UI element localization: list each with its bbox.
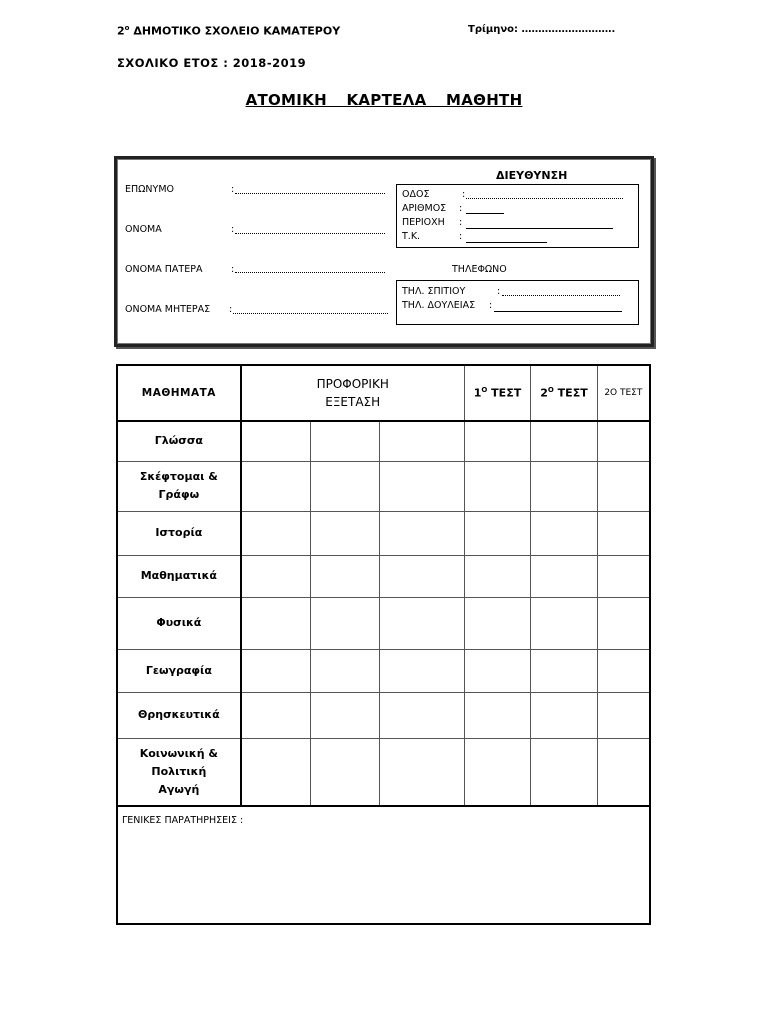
phone-title: ΤΗΛΕΦΩΝΟ — [452, 264, 507, 275]
name-field[interactable] — [235, 233, 385, 234]
grade-cell[interactable] — [241, 692, 310, 738]
area-colon: : — [459, 217, 463, 228]
grade-cell[interactable] — [464, 692, 531, 738]
number-label: ΑΡΙΘΜΟΣ — [402, 203, 447, 214]
number-colon: : — [459, 203, 463, 214]
grade-cell[interactable] — [531, 692, 598, 738]
work-phone-field[interactable] — [494, 311, 622, 312]
grade-cell[interactable] — [597, 421, 650, 461]
grade-cell[interactable] — [379, 692, 464, 738]
address-box — [396, 184, 639, 248]
surname-label: ΕΠΩΝΥΜΟ — [125, 184, 174, 195]
zip-field[interactable] — [466, 242, 547, 243]
grade-cell[interactable] — [310, 461, 379, 511]
grade-cell[interactable] — [241, 511, 310, 555]
grade-cell[interactable] — [464, 511, 531, 555]
area-field[interactable] — [466, 228, 613, 229]
subject-religion: Θρησκευτικά — [117, 692, 241, 738]
table-row — [117, 692, 650, 738]
table-row — [117, 597, 650, 649]
subject-math: Μαθηματικά — [117, 555, 241, 597]
col-oral-exam: ΠΡΟΦΟΡΙΚΗ ΕΞΕΤΑΣΗ — [241, 365, 465, 421]
grade-cell[interactable] — [464, 421, 531, 461]
grade-cell[interactable] — [531, 421, 598, 461]
grade-cell[interactable] — [310, 421, 379, 461]
grade-cell[interactable] — [310, 738, 379, 806]
grade-cell[interactable] — [379, 421, 464, 461]
mother-colon: : — [229, 304, 233, 315]
grade-cell[interactable] — [310, 555, 379, 597]
subject-geography: Γεωγραφία — [117, 649, 241, 692]
grade-cell[interactable] — [379, 738, 464, 806]
grade-cell[interactable] — [531, 461, 598, 511]
grade-cell[interactable] — [597, 597, 650, 649]
table-row — [117, 511, 650, 555]
grade-cell[interactable] — [597, 511, 650, 555]
grade-cell[interactable] — [531, 555, 598, 597]
father-name-field[interactable] — [235, 272, 385, 273]
table-row — [117, 421, 650, 461]
grade-cell[interactable] — [379, 555, 464, 597]
grade-cell[interactable] — [241, 421, 310, 461]
subject-civics: Κοινωνική & Πολιτική Αγωγή — [117, 738, 241, 806]
father-name-label: ΟΝΟΜΑ ΠΑΤΕΡΑ — [125, 264, 203, 275]
grade-cell[interactable] — [597, 555, 650, 597]
home-phone-label: ΤΗΛ. ΣΠΙΤΙΟΥ — [402, 286, 466, 297]
address-title: ΔΙΕΥΘΥΝΣΗ — [496, 169, 568, 182]
name-label: ΟΝΟΜΑ — [125, 224, 162, 235]
grade-cell[interactable] — [310, 597, 379, 649]
grade-cell[interactable] — [597, 738, 650, 806]
surname-colon: : — [231, 184, 235, 195]
grade-cell[interactable] — [464, 649, 531, 692]
area-label: ΠΕΡΙΟΧΗ — [402, 217, 445, 228]
table-row — [117, 649, 650, 692]
header-row — [117, 365, 650, 421]
home-phone-field[interactable] — [502, 295, 620, 296]
zip-label: Τ.Κ. — [402, 231, 421, 242]
grade-cell[interactable] — [464, 597, 531, 649]
work-phone-colon: : — [489, 300, 493, 311]
street-label: ΟΔΟΣ — [402, 189, 430, 200]
table-row — [117, 555, 650, 597]
grade-cell[interactable] — [597, 649, 650, 692]
surname-field[interactable] — [235, 193, 385, 194]
grade-cell[interactable] — [379, 461, 464, 511]
grade-cell[interactable] — [241, 649, 310, 692]
grade-cell[interactable] — [464, 461, 531, 511]
work-phone-label: ΤΗΛ. ΔΟΥΛΕΙΑΣ — [402, 300, 476, 311]
table-row — [117, 461, 650, 511]
name-colon: : — [231, 224, 235, 235]
table-row — [117, 738, 650, 806]
zip-colon: : — [459, 231, 463, 242]
grade-cell[interactable] — [241, 555, 310, 597]
father-colon: : — [231, 264, 235, 275]
subject-history: Ιστορία — [117, 511, 241, 555]
grade-cell[interactable] — [310, 692, 379, 738]
grades-table — [116, 364, 651, 925]
general-remarks-field[interactable]: ΓΕΝΙΚΕΣ ΠΑΡΑΤΗΡΗΣΕΙΣ : — [117, 806, 650, 924]
grade-cell[interactable] — [379, 511, 464, 555]
number-field[interactable] — [466, 213, 504, 214]
school-name: $2^o$ ΔΗΜΟΤΙΚΟ ΣΧΟΛΕΙΟ ΚΑΜΑΤΕΡΟΥ — [117, 24, 341, 38]
remarks-row — [117, 806, 650, 924]
grade-cell[interactable] — [241, 597, 310, 649]
grade-cell[interactable] — [531, 649, 598, 692]
col-subjects: ΜΑΘΗΜΑΤΑ — [117, 365, 241, 421]
grade-cell[interactable] — [531, 597, 598, 649]
grade-cell[interactable] — [597, 461, 650, 511]
grade-cell[interactable] — [310, 649, 379, 692]
mother-name-label: ΟΝΟΜΑ ΜΗΤΕΡΑΣ — [125, 304, 211, 315]
subject-language: Γλώσσα — [117, 421, 241, 461]
school-year: ΣΧΟΛΙΚΟ ΕΤΟΣ : 2018-2019 — [117, 56, 307, 70]
col-test-3: 2Ο ΤΕΣΤ — [597, 365, 650, 421]
street-field[interactable] — [466, 198, 623, 199]
grade-cell[interactable] — [310, 511, 379, 555]
grade-cell[interactable] — [464, 738, 531, 806]
home-phone-colon: : — [497, 286, 501, 297]
grade-cell[interactable] — [597, 692, 650, 738]
grade-cell[interactable] — [379, 649, 464, 692]
col-test-2: $2^O$ ΤΕΣΤ — [531, 365, 598, 421]
col-test-1: $1^O$ ΤΕΣΤ — [464, 365, 531, 421]
grade-cell[interactable] — [464, 555, 531, 597]
grade-cell[interactable] — [241, 738, 310, 806]
street-colon: : — [462, 189, 466, 200]
mother-name-field[interactable] — [233, 313, 388, 314]
subject-think-write: Σκέφτομαι & Γράφω — [117, 461, 241, 511]
grade-cell[interactable] — [531, 511, 598, 555]
grade-cell[interactable] — [379, 597, 464, 649]
subject-physics: Φυσικά — [117, 597, 241, 649]
grade-cell[interactable] — [241, 461, 310, 511]
page-title: ΑΤΟΜΙΚΗ ΚΑΡΤΕΛΑ ΜΑΘΗΤΗ — [245, 91, 523, 109]
term-field[interactable]: Τρίμηνο: ………………………. — [468, 24, 616, 35]
grade-cell[interactable] — [531, 738, 598, 806]
